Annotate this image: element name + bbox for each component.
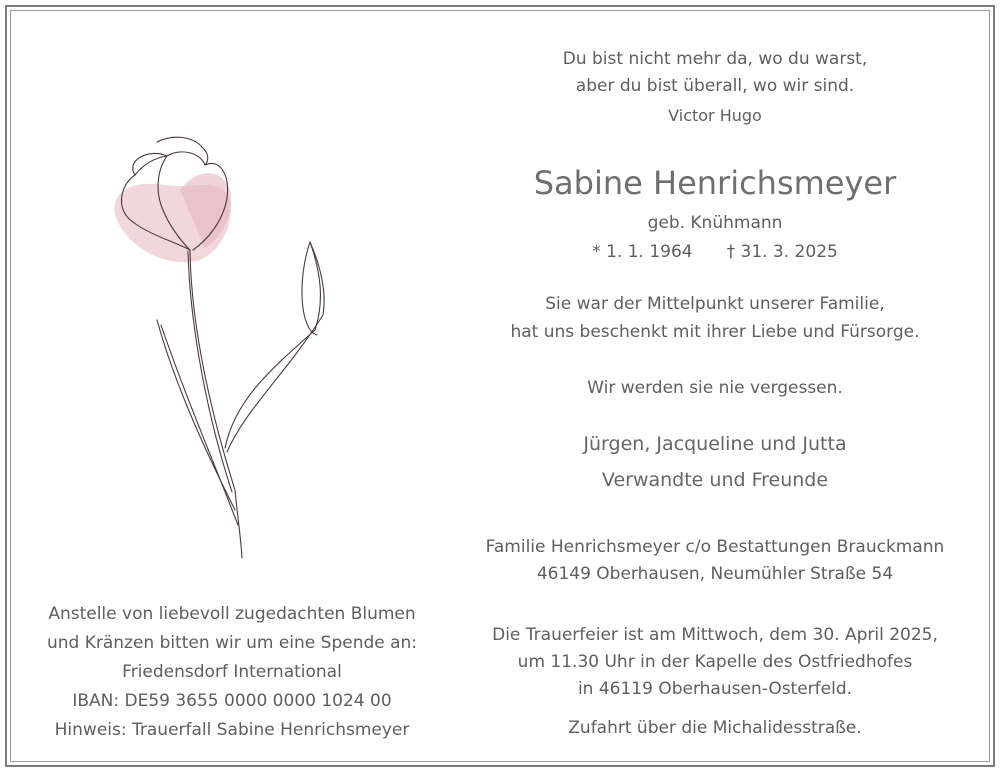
contact-address (460, 534, 970, 588)
donation-recipient: Friedensdorf International (122, 662, 342, 682)
donation-iban: IBAN: DE59 3655 0000 0000 1024 00 (72, 691, 392, 711)
ceremony-line-2: um 11.30 Uhr in der Kapelle des Ostfriedhofes (517, 652, 913, 672)
mourners-block (460, 426, 970, 498)
quote-author: Victor Hugo (668, 106, 762, 125)
tribute-text (460, 290, 970, 346)
tulip-icon (95, 130, 345, 570)
life-dates (460, 238, 970, 266)
mourners-family: Jürgen, Jacqueline und Jutta (583, 433, 847, 455)
donation-line-2: und Kränzen bitten wir um eine Spende an: (46, 633, 418, 653)
tribute-line-1: Sie war der Mittelpunkt unserer Familie, (545, 294, 885, 314)
address-line-2: 46149 Oberhausen, Neumühler Straße 54 (536, 564, 894, 584)
ceremony-line-1: Die Trauerfeier ist am Mittwoch, dem 30. April 2025, (492, 625, 938, 645)
quote-line-2: aber du bist überall, wo wir sind. (575, 76, 855, 96)
donation-note: Hinweis: Trauerfall Sabine Henrichsmeyer (54, 720, 410, 740)
deceased-name: Sabine Henrichsmeyer (533, 164, 897, 202)
tribute-line-2: hat uns beschenkt mit ihrer Liebe und Fürsorge. (510, 322, 920, 342)
ceremony-info (460, 622, 970, 703)
donation-block (22, 600, 442, 745)
quote-block (460, 46, 970, 100)
birth-date: * 1. 1. 1964 (592, 242, 693, 262)
tribute-closing: Wir werden sie nie vergessen. (587, 378, 843, 398)
access-note: Zufahrt über die Michalidesstraße. (568, 718, 862, 738)
ceremony-line-3: in 46119 Oberhausen-Osterfeld. (577, 679, 853, 699)
tulip-petal-wash (114, 173, 231, 262)
donation-line-1: Anstelle von liebevoll zugedachten Blumen (48, 604, 416, 624)
address-line-1: Familie Henrichsmeyer c/o Bestattungen Brauckmann (485, 537, 945, 557)
death-date: † 31. 3. 2025 (726, 242, 838, 262)
birth-name: geb. Knühmann (647, 213, 783, 233)
mourners-others: Verwandte und Freunde (601, 469, 829, 491)
quote-line-1: Du bist nicht mehr da, wo du warst, (562, 49, 868, 69)
